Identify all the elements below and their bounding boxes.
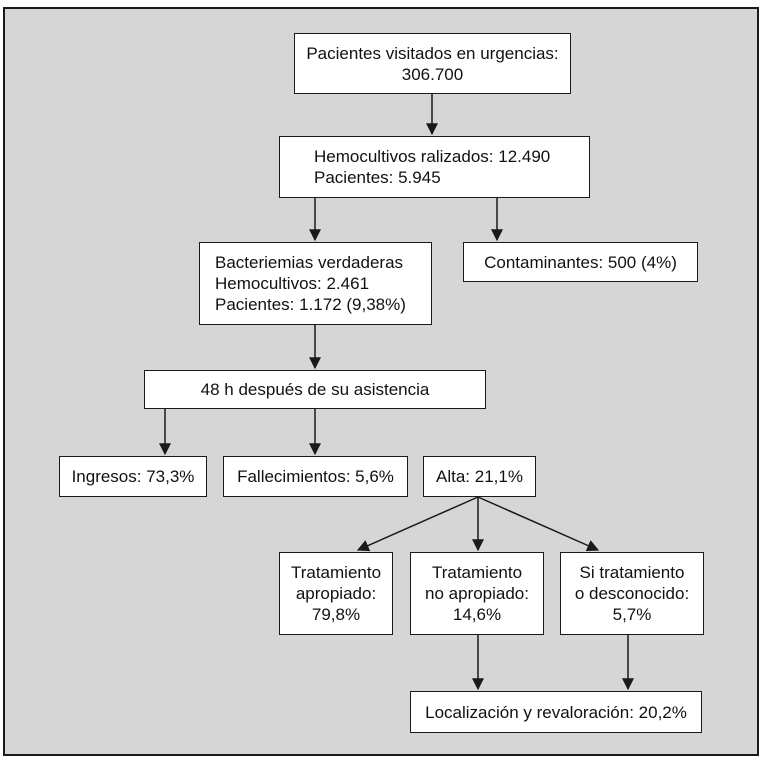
box-alta [423,456,536,497]
desconocido-value: 5,7% [612,605,652,624]
box-pacientes-visitados [294,33,571,94]
no-apropiado-line2: no apropiado: [425,584,529,603]
bacteriemias-hemocultivos: Hemocultivos: 2.461 [215,274,370,293]
box-contaminantes [463,242,698,282]
localizacion-label: Localización y revaloración: 20,2% [425,702,687,722]
contaminantes-label: Contaminantes: 500 (4%) [484,252,677,272]
desconocido-line1: Si tratamiento [579,563,685,582]
apropiado-line1: Tratamiento [290,563,382,582]
bacteriemias-pacientes: Pacientes: 1.172 (9,38%) [215,295,406,314]
no-apropiado-value: 14,6% [452,605,502,624]
box-ingresos [59,456,207,497]
fallecimientos-label: Fallecimientos: 5,6% [237,467,394,486]
box-hemocultivos-realizados [279,136,590,198]
visitados-label: Pacientes visitados en urgencias: [306,43,559,63]
box-tratamiento-desconocido [560,552,704,635]
box-48h-despues [144,370,486,409]
desconocido-line2: o desconocido: [574,584,690,603]
ingresos-label: Ingresos: 73,3% [71,467,195,486]
hemocultivos-pacientes: Pacientes: 5.945 [314,168,441,187]
box-fallecimientos [223,456,408,497]
apropiado-value: 79,8% [311,605,361,624]
arrow-alta-desconocido [478,497,598,550]
box-bacteriemias-verdaderas [199,242,432,325]
arrow-alta-apropiado [358,497,478,550]
visitados-value: 306.700 [401,64,464,84]
box-localizacion-revaloracion [410,691,702,733]
alta-label: Alta: 21,1% [436,467,523,486]
horas48-label: 48 h después de su asistencia [200,380,430,399]
hemocultivos-label: Hemocultivos ralizados: 12.490 [314,147,551,166]
box-tratamiento-apropiado [279,552,393,635]
box-tratamiento-no-apropiado [410,552,544,635]
no-apropiado-line1: Tratamiento [431,563,523,582]
bacteriemias-title: Bacteriemias verdaderas [215,253,404,272]
apropiado-line2: apropiado: [295,584,377,603]
